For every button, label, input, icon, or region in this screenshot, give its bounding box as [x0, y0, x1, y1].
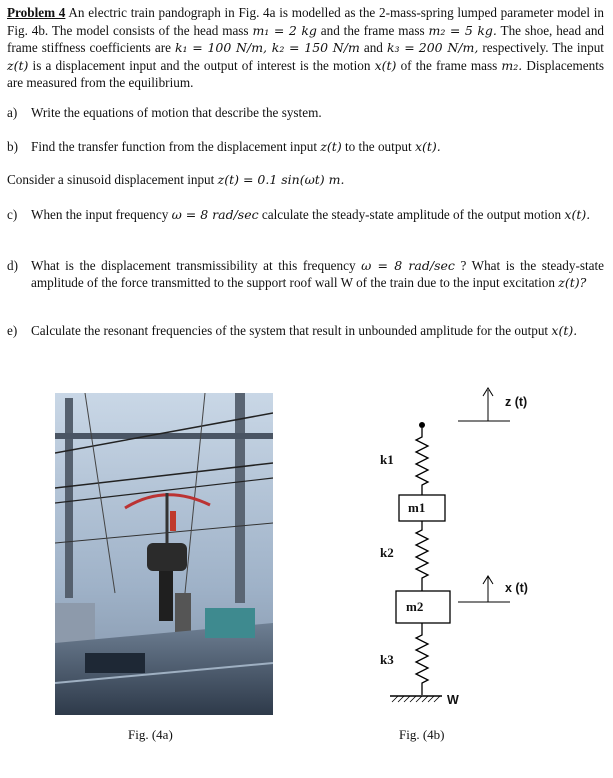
k1-expr: k₁ = 100 N/m,	[174, 40, 268, 56]
x-label: x (t)	[505, 581, 528, 595]
k3-expr: k₃ =	[386, 40, 415, 56]
question-e: e) Calculate the resonant frequencies of the system that result in unbounded amplitude for the output x(t).	[7, 323, 578, 338]
question-a: a) Write the equations of motion that describe the system.	[7, 105, 322, 120]
k1-label: k1	[380, 452, 394, 467]
question-b: b) Find the transfer function from the displacement input z(t) to the output x(t).	[7, 139, 441, 154]
question-d: d) What is the displacement transmissibility at this frequency ω = 8 rad/sec ? What is the steady-state amplitude of the force transmitted to the support roof wall W of the train due to the input excitation z(t)?	[7, 258, 605, 290]
fig-4b-caption: Fig. (4b)	[399, 727, 445, 742]
wall-hatching	[392, 696, 440, 702]
spring-k1	[416, 428, 428, 495]
m2-label: m2	[406, 599, 424, 614]
pantograph-photo	[55, 393, 273, 715]
k3-value: 200 N/m,	[418, 40, 479, 56]
k2-label: k2	[380, 545, 394, 560]
m1-label: m1	[408, 500, 426, 515]
m2-expr: m₂ = 5 kg.	[428, 22, 497, 38]
wall-label: W	[447, 693, 459, 707]
question-c: c) When the input frequency ω = 8 rad/sec calculate the steady-state amplitude of the output motion x(t).	[7, 207, 591, 222]
consider-statement: Consider a sinusoid displacement input z(t) = 0.1 sin(ωt) m.	[7, 172, 345, 187]
k2-expr: k₂ = 150 N/m	[267, 40, 360, 56]
problem-intro: Problem 4 An electric train pandograph in Fig. 4a is modelled as the 2-mass-spring lumped parameter model in Fig. 4b. The model consists of the head mass m₁ = 2 kg and the frame mass m₂ = 5 kg. The shoe, head and frame stiffness coefficients are k₁ = 100 N/m, k₂ = 150 N/m and k₃ = 200 N/m, respectively. The input z(t) is a displacement input and the output of interest is the motion x(t) of the frame mass m₂. Displacements are measured from the equilibrium.	[7, 5, 605, 91]
spring-k2	[416, 521, 428, 591]
spring-k3	[416, 623, 428, 695]
problem-title: Problem 4	[7, 5, 66, 20]
fig-4a-caption: Fig. (4a)	[128, 727, 173, 742]
z-label: z (t)	[505, 395, 528, 409]
m1-expr: m₁ = 2 kg	[252, 22, 317, 38]
lumped-model-diagram	[370, 385, 550, 720]
input-node	[419, 422, 425, 428]
k3-label: k3	[380, 652, 394, 667]
